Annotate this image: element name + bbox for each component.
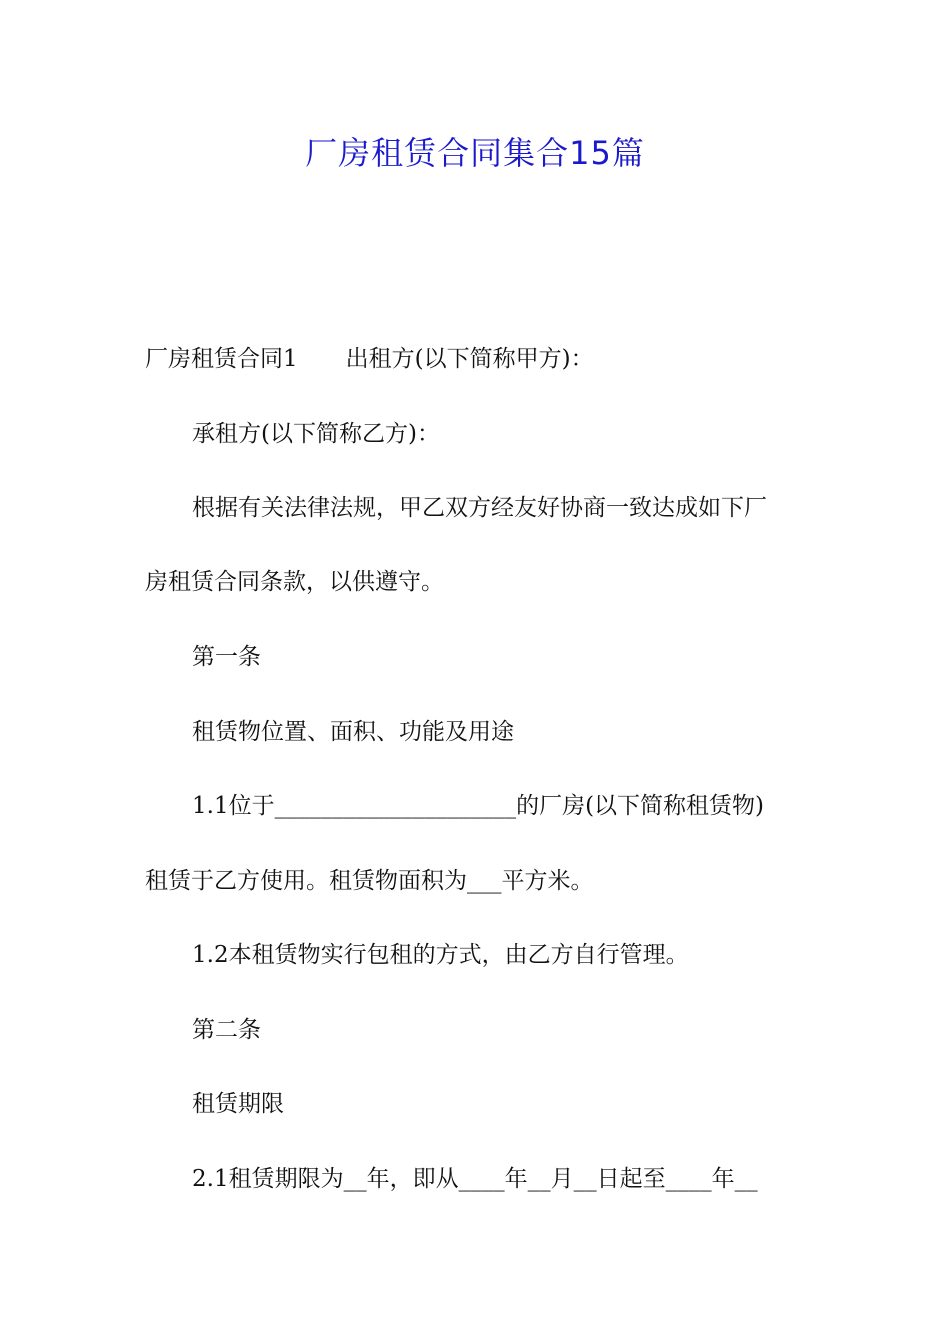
article-2-heading: 第二条 <box>192 1017 261 1043</box>
clause-1-1-line-2: 租赁于乙方使用。租赁物面积为___平方米。 <box>145 868 594 894</box>
preamble-line-2: 房租赁合同条款，以供遵守。 <box>145 569 444 595</box>
article-1-subject: 租赁物位置、面积、功能及用途 <box>192 719 514 745</box>
preamble-line-1: 根据有关法律法规，甲乙双方经友好协商一致达成如下厂 <box>192 495 767 521</box>
lessor-label: 出租方(以下简称甲方)： <box>345 346 594 372</box>
clause-1-1-line-1: 1.1位于_____________________的厂房(以下简称租赁物) <box>192 793 765 819</box>
contract-heading-line <box>145 344 594 374</box>
article-2-subject: 租赁期限 <box>192 1091 284 1117</box>
document-title: 厂房租赁合同集合15篇 <box>305 134 645 172</box>
contract-number-label: 厂房租赁合同1 <box>145 346 298 372</box>
clause-1-2: 1.2本租赁物实行包租的方式，由乙方自行管理。 <box>192 942 689 968</box>
article-1-heading: 第一条 <box>192 644 261 670</box>
clause-2-1-line-1: 2.1租赁期限为__年，即从____年__月__日起至____年__ <box>192 1166 758 1192</box>
lessee-label: 承租方(以下简称乙方)： <box>192 421 440 447</box>
